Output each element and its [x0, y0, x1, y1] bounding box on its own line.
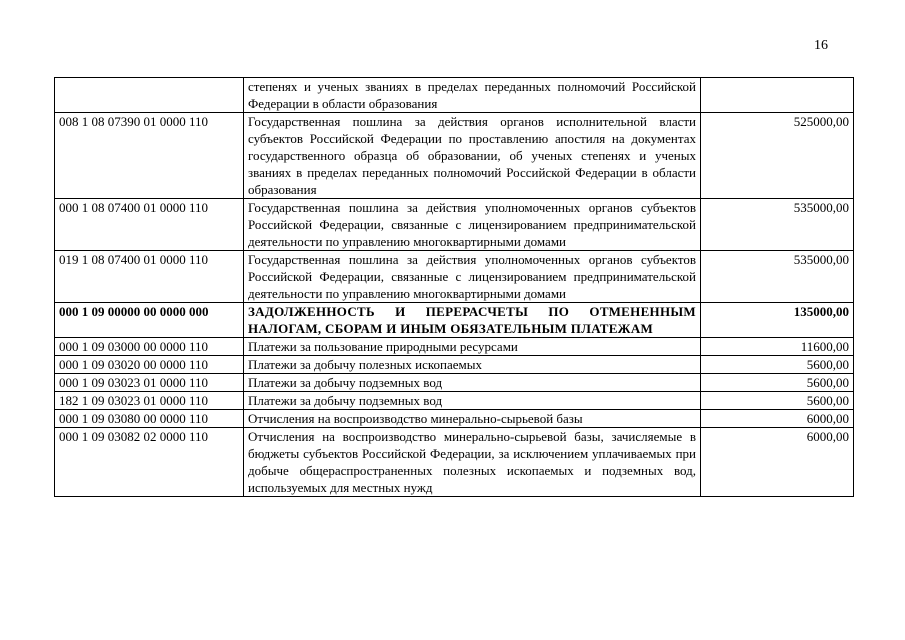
table-row: [55, 338, 854, 356]
table-row: [55, 392, 854, 410]
code-cell: 000 1 09 03023 01 0000 110: [55, 374, 244, 392]
budget-revenue-table: [54, 77, 854, 497]
description-cell: Государственная пошлина за действия уполномоченных органов субъектов Российской Федерации, связанные с лицензированием предпринимательской деятельности по управлению многоквартирными домами: [244, 251, 701, 303]
table-body: [55, 78, 854, 497]
table-row: [55, 428, 854, 497]
table-row: [55, 374, 854, 392]
description-cell: ЗАДОЛЖЕННОСТЬ И ПЕРЕРАСЧЕТЫ ПО ОТМЕНЕННЫМ НАЛОГАМ, СБОРАМ И ИНЫМ ОБЯЗАТЕЛЬНЫМ ПЛАТЕЖАМ: [244, 303, 701, 338]
description-cell: Отчисления на воспроизводство минерально-сырьевой базы: [244, 410, 701, 428]
amount-cell: 11600,00: [701, 338, 854, 356]
amount-cell: 6000,00: [701, 410, 854, 428]
description-cell: Отчисления на воспроизводство минерально-сырьевой базы, зачисляемые в бюджеты субъектов Российской Федерации, за исключением уплачиваемых при добыче общераспространенных полезных ископаемых и подземных вод, используемых для местных нужд: [244, 428, 701, 497]
code-cell: 182 1 09 03023 01 0000 110: [55, 392, 244, 410]
description-cell: Государственная пошлина за действия органов исполнительной власти субъектов Российской Федерации по проставлению апостиля на документах государственного образца об образовании, об ученых степенях и ученых званиях в пределах переданных полномочий Российской Федерации в области образования: [244, 113, 701, 199]
description-cell: Платежи за добычу полезных ископаемых: [244, 356, 701, 374]
table-row: [55, 356, 854, 374]
amount-cell: [701, 78, 854, 113]
code-cell: [55, 78, 244, 113]
description-cell: Государственная пошлина за действия уполномоченных органов субъектов Российской Федерации, связанные с лицензированием предпринимательской деятельности по управлению многоквартирными домами: [244, 199, 701, 251]
code-cell: 000 1 09 03082 02 0000 110: [55, 428, 244, 497]
amount-cell: 535000,00: [701, 199, 854, 251]
table-row: [55, 410, 854, 428]
amount-cell: 6000,00: [701, 428, 854, 497]
amount-cell: 5600,00: [701, 392, 854, 410]
description-cell: степенях и ученых званиях в пределах переданных полномочий Российской Федерации в области образования: [244, 78, 701, 113]
description-cell: Платежи за пользование природными ресурсами: [244, 338, 701, 356]
code-cell: 000 1 09 03020 00 0000 110: [55, 356, 244, 374]
amount-cell: 535000,00: [701, 251, 854, 303]
table-row: [55, 251, 854, 303]
description-cell: Платежи за добычу подземных вод: [244, 374, 701, 392]
table-row: [55, 113, 854, 199]
amount-cell: 5600,00: [701, 356, 854, 374]
table-row: [55, 303, 854, 338]
code-cell: 000 1 09 00000 00 0000 000: [55, 303, 244, 338]
code-cell: 000 1 08 07400 01 0000 110: [55, 199, 244, 251]
amount-cell: 135000,00: [701, 303, 854, 338]
code-cell: 019 1 08 07400 01 0000 110: [55, 251, 244, 303]
amount-cell: 525000,00: [701, 113, 854, 199]
description-cell: Платежи за добычу подземных вод: [244, 392, 701, 410]
table-row: [55, 78, 854, 113]
code-cell: 000 1 09 03080 00 0000 110: [55, 410, 244, 428]
page-number: 16: [814, 38, 828, 53]
amount-cell: 5600,00: [701, 374, 854, 392]
code-cell: 000 1 09 03000 00 0000 110: [55, 338, 244, 356]
code-cell: 008 1 08 07390 01 0000 110: [55, 113, 244, 199]
table-row: [55, 199, 854, 251]
